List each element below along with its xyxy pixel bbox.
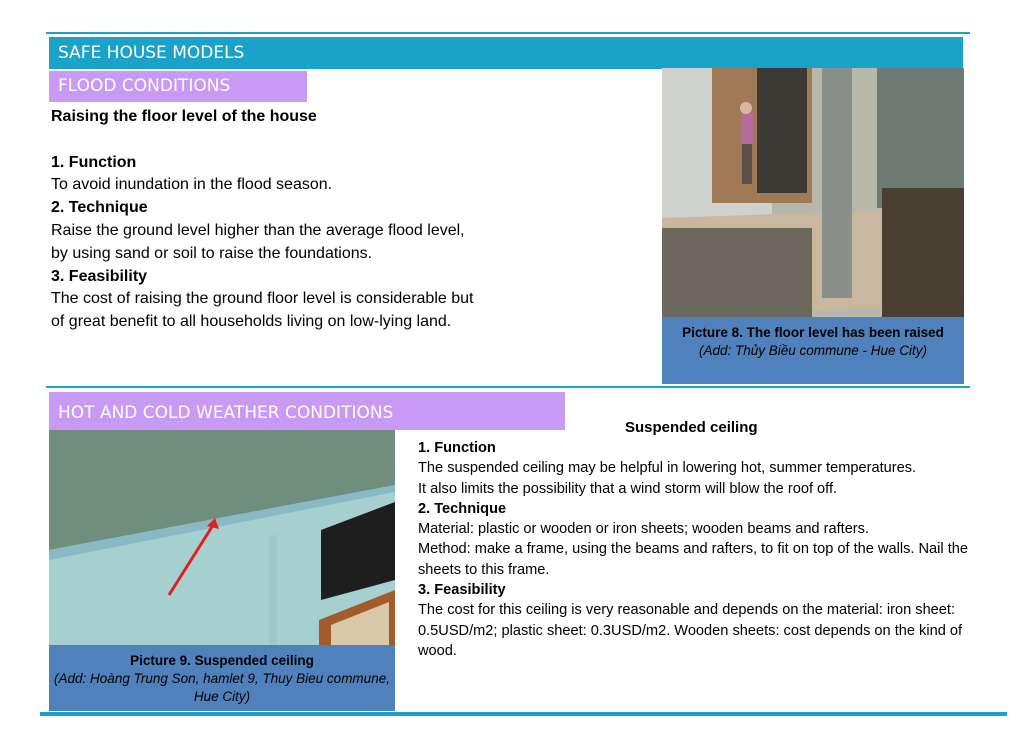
picture-8-photo [662, 68, 964, 317]
flood-technique-text: Raise the ground level higher than the average flood level, by using sand or soil to raise the foundations. [51, 221, 465, 262]
ceiling-feasibility-text: The cost for this ceiling is very reasonable and depends on the material: iron sheet: 0.5USD/m2; plastic sheet: 0.3USD/m2. Wooden sheets: cost depends on the kind of wood. [418, 602, 963, 659]
flood-section-text [51, 106, 481, 334]
ceiling-section-text [418, 438, 984, 661]
picture-9-caption-title: Picture 9. Suspended ceiling [130, 653, 314, 668]
picture-8-caption-address: (Add: Thủy Biều commune - Hue City) [698, 343, 928, 358]
picture-8-caption-title: Picture 8. The floor level has been raised [682, 325, 944, 340]
top-divider [46, 32, 970, 34]
suspended-ceiling-photo-illustration [49, 430, 395, 645]
flood-feasibility-text: The cost of raising the ground floor level is considerable but of great benefit to all households living on low-lying land. [51, 290, 474, 331]
ceiling-function-line-2: It also limits the possibility that a wind storm will blow the roof off. [418, 480, 838, 497]
ceiling-technique-line-2: Method: make a frame, using the beams and rafters, to fit on top of the walls. Nail the sheets to this frame. [418, 541, 968, 578]
flood-feasibility-heading: 3. Feasibility [51, 267, 148, 285]
bottom-divider [40, 712, 1007, 716]
middle-divider [46, 386, 970, 388]
picture-9-caption-address: (Add: Hoàng Trung Son, hamlet 9, Thuy Bieu commune, Hue City) [54, 671, 390, 704]
ceiling-feasibility-heading: 3. Feasibility [418, 582, 506, 599]
picture-9-photo [49, 430, 395, 645]
picture-9-caption [49, 645, 395, 711]
flood-subtitle: Raising the floor level of the house [51, 108, 317, 125]
ceiling-function-line-1: The suspended ceiling may be helpful in lowering hot, summer temperatures. [418, 460, 917, 477]
ceiling-technique-line-1: Material: plastic or wooden or iron sheets; wooden beams and rafters. [418, 521, 870, 538]
flood-function-text: To avoid inundation in the flood season. [51, 176, 333, 194]
flood-function-heading: 1. Function [51, 153, 137, 171]
page-title-banner: SAFE HOUSE MODELS [49, 37, 963, 69]
flood-technique-heading: 2. Technique [51, 199, 148, 217]
raised-floor-photo-illustration [662, 68, 964, 317]
ceiling-function-heading: 1. Function [418, 440, 496, 456]
picture-8-caption [662, 317, 964, 384]
ceiling-technique-heading: 2. Technique [418, 500, 507, 517]
weather-section-heading: HOT AND COLD WEATHER CONDITIONS [49, 392, 565, 430]
flood-section-heading: FLOOD CONDITIONS [49, 71, 307, 102]
ceiling-section-title: Suspended ceiling [625, 419, 758, 436]
